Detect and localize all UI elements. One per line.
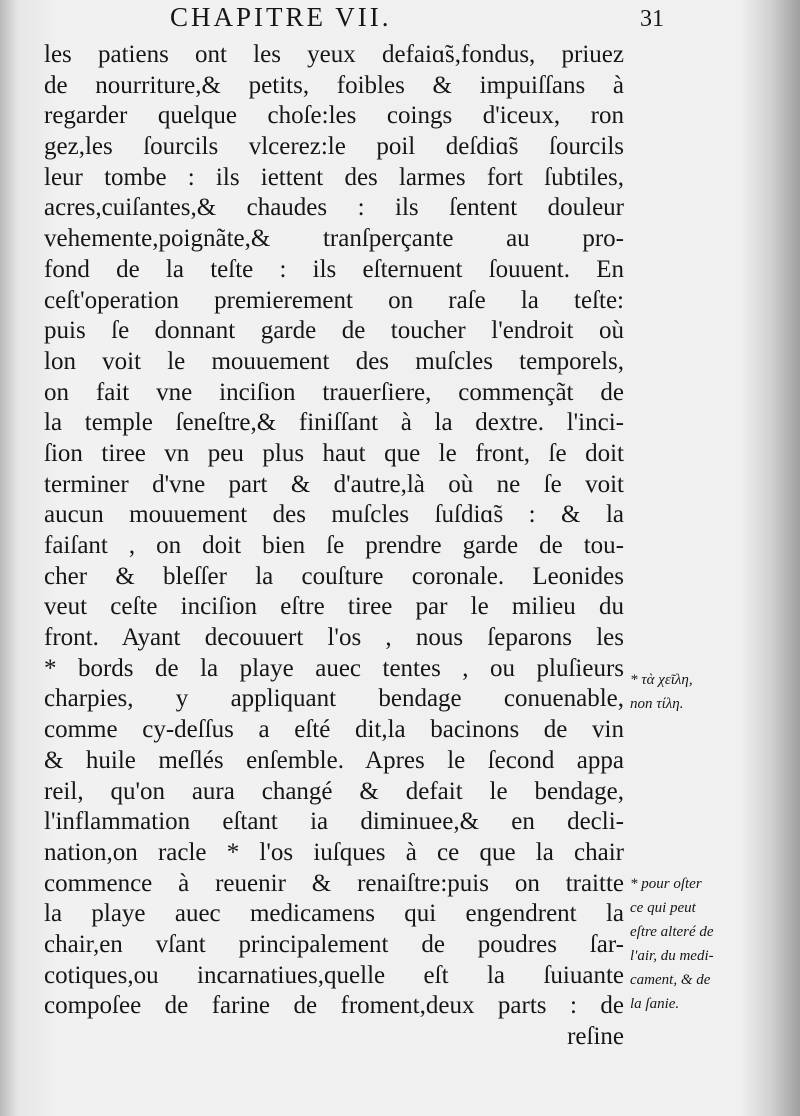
text-line: charpies, y appliquant bendage conuenable, [44,685,624,713]
text-line: terminer d'vne part & d'autre,là où ne ſe voit [44,470,624,498]
text-line: la temple ſeneſtre,& finiſſant à la dextre. l'inci- [44,409,624,437]
text-line: la playe auec medicamens qui engendrent la [44,900,624,928]
text-line: on fait vne inciſion trauerſiere, commençãt de [44,378,624,406]
text-line: cher & bleſſer la couſture coronale. Leonides [44,562,624,590]
note-line: eſtre alteré de [630,924,714,940]
text-line: chair,en vſant principalement de poudres ſar- [44,930,624,958]
note-line: la ſanie. [630,996,680,1012]
text-line: puis ſe donnant garde de toucher l'endroit où [44,317,624,345]
text-line: ſion tiree vn peu plus haut que le front, ſe doit [44,439,624,467]
note-line: ce qui peut [630,900,696,916]
text-line: leur tombe : ils iettent des larmes fort ſubtiles, [44,163,624,191]
text-line: faiſant , on doit bien ſe prendre garde de tou- [44,532,624,559]
page-header [0,2,800,38]
body-text [44,40,624,1053]
note-line: cament, & de [630,972,711,988]
text-line: comme cy-deſſus a eſté dit,la bacinons de vin [44,716,624,744]
text-line: gez,les ſourcils vlcerez:le poil deſdiɑ̃s ſourcils [44,133,624,161]
page-number: 31 [640,6,664,32]
text-line: lon voit le mouuement des muſcles temporels, [44,347,624,375]
note-line: * τὰ χεῖλη, [630,672,693,688]
text-line: veut ceſte inciſion eſtre tiree par le milieu du [44,593,624,621]
text-line: ceſt'operation premierement on raſe la teſte: [44,286,624,314]
text-line: vehemente,poignãte,& tranſperçante au pro- [44,225,624,253]
text-line: nation,on racle * l'os iuſques à ce que la chair [44,838,624,866]
text-line: reil, qu'on aura changé & defait le bendage, [44,777,624,805]
text-line: l'inflammation eſtant ia diminuee,& en decli- [44,808,624,836]
text-line: commence à reuenir & renaiſtre:puis on traitte [44,869,624,897]
note-line: non τίλη. [630,696,684,712]
note-line: * pour oſter [630,876,702,892]
margin-note-greek [630,668,790,716]
margin-note-french [630,872,790,1016]
text-line: aucun mouuement des muſcles ſuſdiɑ̃s : & la [44,501,624,529]
text-line: & huile meſlés enſemble. Apres le ſecond appa [44,746,624,774]
text-line: regarder quelque choſe:les coings d'iceux, ron [44,102,624,130]
text-line: cotiques,ou incarnatiues,quelle eſt la ſuiuante [44,961,624,989]
text-line: les patiens ont les yeux defaiɑ̃s,fondus, priuez [44,41,624,68]
text-line: de nourriture,& petits, foibles & impuiſſans à [44,71,624,99]
catchword: reſine [567,1023,624,1050]
text-line: front. Ayant decouuert l'os , nous ſeparons les [44,624,624,652]
running-head: CHAPITRE VII. [170,2,392,32]
text-line: fond de la teſte : ils eſternuent ſouuent. En [44,255,624,283]
text-line: compoſee de farine de froment,deux parts : de [44,992,624,1020]
note-line: l'air, du medi- [630,948,714,964]
text-line: acres,cuiſantes,& chaudes : ils ſentent douleur [44,194,624,222]
text-line: * bords de la playe auec tentes , ou pluſieurs [44,654,624,682]
